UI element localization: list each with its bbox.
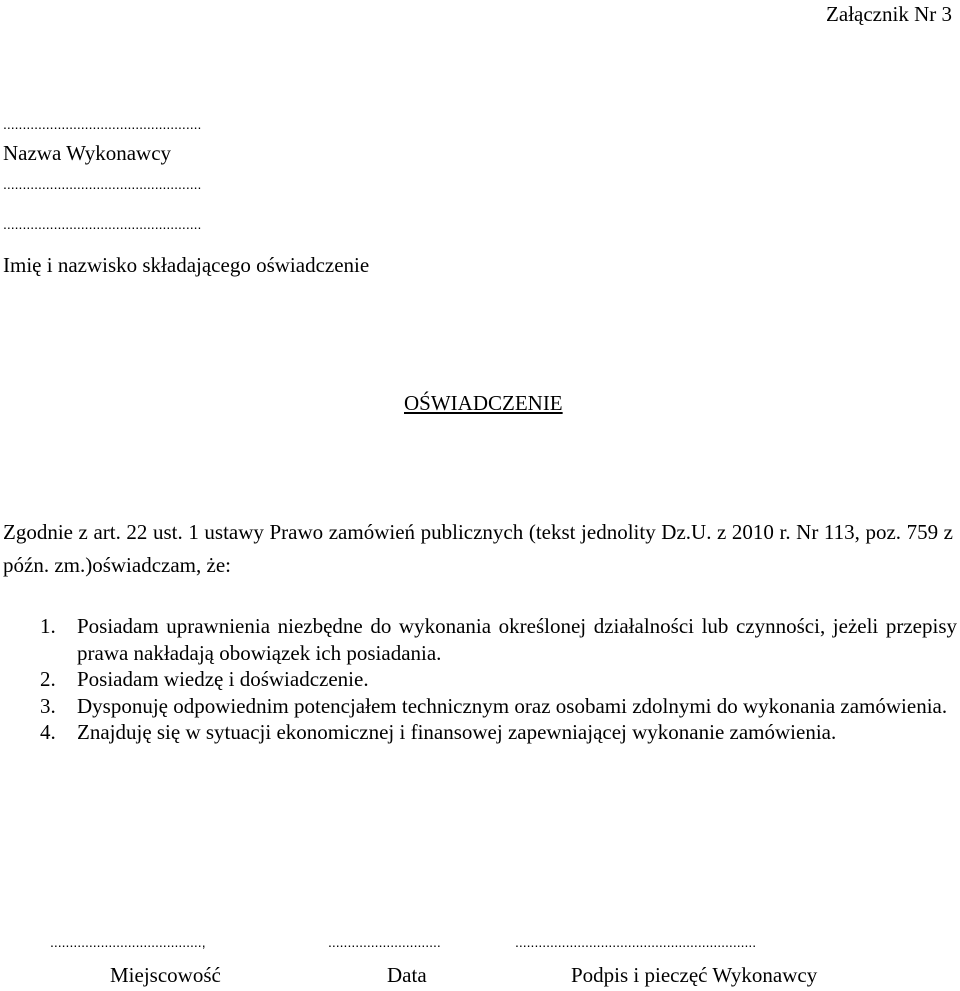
statement-number: 4. xyxy=(40,720,56,744)
statement-text: Posiadam wiedzę i doświadczenie. xyxy=(77,667,369,691)
statement-item xyxy=(40,693,957,720)
contractor-name-label: Nazwa Wykonawcy xyxy=(3,141,172,165)
place-dots-line: ......................................., xyxy=(50,934,206,950)
statement-text: Dysponuję odpowiednim potencjałem technicznym oraz osobami zdolnymi do wykonania zamówienia. xyxy=(77,693,948,718)
statement-text: Znajduję się w sytuacji ekonomicznej i finansowej zapewniającej wykonanie zamówienia. xyxy=(77,720,837,744)
date-dots-line: ............................. xyxy=(328,934,441,950)
annex-label: Załącznik Nr 3 xyxy=(826,2,952,26)
contractor-dots-line: ................................................... xyxy=(3,116,202,132)
statement-list xyxy=(40,613,957,746)
legal-basis-paragraph: Zgodnie z art. 22 ust. 1 ustawy Prawo zamówień publicznych (tekst jednolity Dz.U. z 2010 r. Nr 113, poz. 759 z późn. zm.)oświadczam, że: xyxy=(3,520,953,577)
document-title: OŚWIADCZENIE xyxy=(404,391,563,415)
statement-text: Posiadam uprawnienia niezbędne do wykonania określonej działalności lub czynności, jeżeli przepisy prawa nakładają obowiązek ich posiadania. xyxy=(77,614,957,665)
signatory-name-label: Imię i nazwisko składającego oświadczenie xyxy=(3,253,370,277)
statement-item xyxy=(40,666,957,693)
statement-number: 1. xyxy=(40,614,56,638)
statement-item xyxy=(40,719,957,746)
signatory-dots-line: ................................................... xyxy=(3,216,202,232)
statement-number: 3. xyxy=(40,693,56,718)
statement-number: 2. xyxy=(40,667,56,691)
signature-label: Podpis i pieczęć Wykonawcy xyxy=(571,963,818,987)
date-label: Data xyxy=(387,963,427,987)
signature-dots-line: .............................................................. xyxy=(515,934,757,950)
statement-item xyxy=(40,613,957,666)
place-label: Miejscowość xyxy=(110,963,221,987)
contractor-dots-line-2: ................................................... xyxy=(3,176,202,192)
